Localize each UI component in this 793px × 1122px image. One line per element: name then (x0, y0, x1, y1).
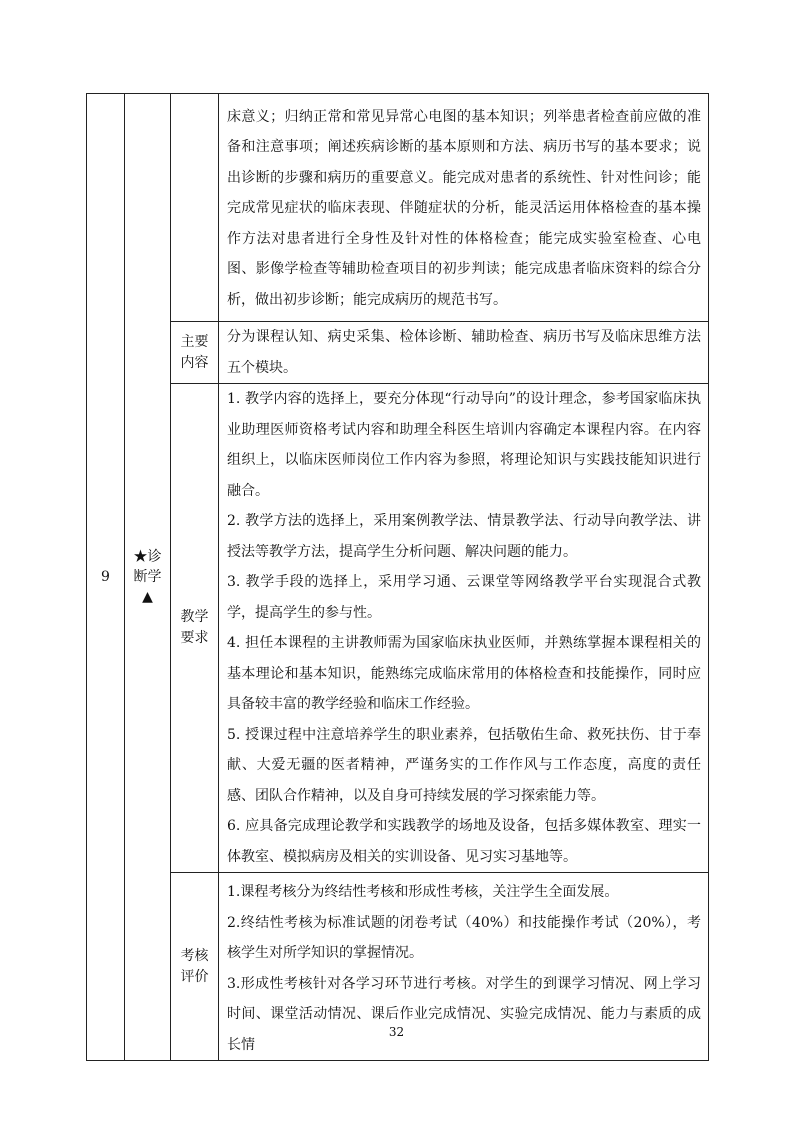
course-name-cell (125, 94, 171, 1061)
assessment-label-line1: 考核 (180, 947, 209, 964)
main-content-cell (219, 322, 709, 384)
main-content-paragraph: 分为课程认知、病史采集、检体诊断、辅助检查、病历书写及临床思维方法五个模块。 (227, 329, 701, 376)
teaching-requirement-item: 1. 教学内容的选择上，要充分体现“行动导向”的设计理念，参考国家临床执业助理医师资格考试内容和助理全科医生培训内容确定本课程内容。在内容组织上，以临床医师岗位工作内容为参照，将理论知识与实践技能知识进行融合。 (227, 391, 701, 499)
teaching-requirements-cell (219, 384, 709, 873)
course-index-cell (87, 94, 125, 1061)
teaching-requirement-item: 3. 教学手段的选择上，采用学习通、云课堂等网络教学平台实现混合式教学，提高学生的参与性。 (227, 574, 701, 621)
main-content-label-line2: 内容 (180, 354, 209, 371)
teaching-requirement-item: 4. 担任本课程的主讲教师需为国家临床执业医师，并熟练掌握本课程相关的基本理论和基本知识，能熟练完成临床常用的体格检查和技能操作，同时应具备较丰富的教学经验和临床工作经验。 (227, 635, 701, 712)
teaching-requirement-item: 2. 教学方法的选择上，采用案例教学法、情景教学法、行动导向教学法、讲授法等教学方法，提高学生分析问题、解决问题的能力。 (227, 513, 701, 560)
assessment-item: 2.终结性考核为标准试题的闭卷考试（40%）和技能操作考试（20%），考核学生对所学知识的掌握情况。 (227, 914, 701, 961)
assessment-item: 3.形成性考核针对各学习环节进行考核。对学生的到课学习情况、网上学习时间、课堂活动情况、课后作业完成情况、实验完成情况、能力与素质的成长情 (227, 975, 701, 1053)
course-name-line2: 断学 (133, 569, 162, 585)
teaching-requirement-item: 6. 应具备完成理论教学和实践教学的场地及设备，包括多媒体教室、理实一体教室、模拟病房及相关的实训设备、见习实习基地等。 (227, 818, 701, 865)
objectives-content-cell (219, 94, 709, 322)
page-number: 32 (388, 1025, 405, 1039)
course-name-line3: ▲ (142, 589, 153, 605)
teaching-requirement-item: 5. 授课过程中注意培养学生的职业素养，包括敬佑生命、救死扶伤、甘于奉献、大爱无疆的医者精神，严谨务实的工作作风与工作态度，高度的责任感、团队合作精神，以及自身可持续发展的学习探索能力等。 (227, 726, 701, 804)
course-index: 9 (101, 569, 110, 585)
main-content-label-cell (171, 322, 219, 384)
assessment-item: 1.课程考核分为终结性考核和形成性考核，关注学生全面发展。 (227, 884, 619, 900)
objectives-label-cell (171, 94, 219, 322)
teaching-requirements-label-line2: 要求 (180, 630, 209, 646)
assessment-label-line2: 评价 (180, 968, 209, 985)
course-name-line1: ★诊 (133, 549, 162, 565)
teaching-requirements-label-line1: 教学 (180, 609, 209, 625)
course-table (86, 93, 709, 1061)
teaching-requirements-label-cell (171, 384, 219, 873)
main-content-label-line1: 主要 (180, 333, 209, 350)
objectives-paragraph: 床意义；归纳正常和常见异常心电图的基本知识；列举患者检查前应做的准备和注意事项；阐述疾病诊断的基本原则和方法、病历书写的基本要求；说出诊断的步骤和病历的重要意义。能完成对患者的系统性、针对性问诊；能完成常见症状的临床表现、伴随症状的分析，能灵活运用体格检查的基本操作方法对患者进行全身性及针对性的体格检查；能完成实验室检查、心电图、影像学检查等辅助检查项目的初步判读；能完成患者临床资料的综合分析，做出初步诊断；能完成病历的规范书写。 (227, 108, 701, 308)
